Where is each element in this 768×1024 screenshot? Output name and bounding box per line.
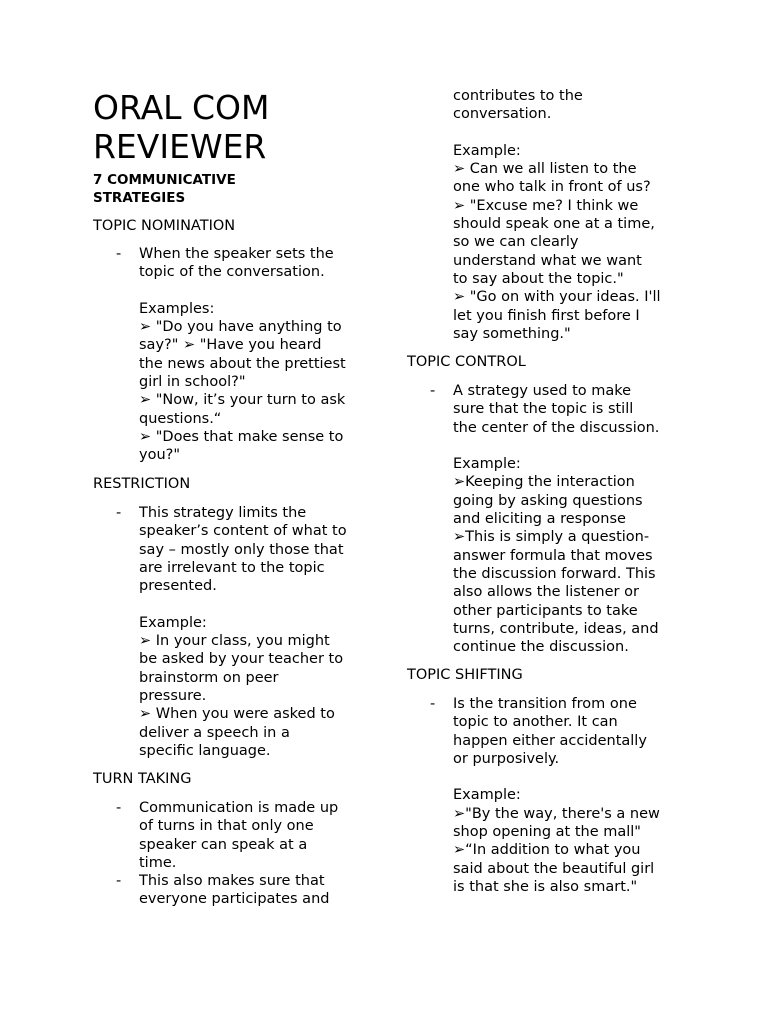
text-line: Example:: [139, 614, 207, 631]
bullet-dash: -: [430, 383, 436, 399]
text-line: of turns in that only one: [139, 818, 314, 835]
text-line: be asked by your teacher to: [139, 651, 344, 668]
text-line: continue the discussion.: [453, 639, 629, 656]
turn-taking-item: [139, 872, 371, 909]
text-line: ➢ "Excuse me? I think we: [453, 197, 639, 214]
text-line: topic to another. It can: [453, 714, 618, 731]
turn-taking-item: [139, 799, 371, 872]
text-line: Example:: [453, 787, 521, 804]
text-line: say?" ➢ "Have you heard: [139, 337, 322, 354]
text-line: girl in school?": [139, 374, 246, 391]
text-line: turns, contribute, ideas, and: [453, 620, 659, 637]
text-line: say something.": [453, 325, 571, 342]
bullet-dash: -: [430, 696, 436, 712]
heading-restriction: RESTRICTION: [93, 476, 191, 492]
text-line: ➢ Can we all listen to the: [453, 161, 637, 178]
text-line: ➢ "Does that make sense to: [139, 428, 344, 445]
text-line: answer formula that moves: [453, 547, 653, 564]
title-line: REVIEWER: [93, 127, 267, 166]
turn-taking-continued: [453, 87, 685, 343]
blank-line: [139, 595, 371, 613]
heading-topic-nomination: TOPIC NOMINATION: [93, 218, 236, 234]
text-line: ➢ "Now, it’s your turn to ask: [139, 392, 346, 409]
text-line: the discussion forward. This: [453, 565, 656, 582]
text-line: Examples:: [139, 300, 215, 317]
text-line: should speak one at a time,: [453, 216, 655, 233]
text-line: everyone participates and: [139, 891, 330, 908]
title-line: ORAL COM: [93, 88, 270, 127]
text-line: time.: [139, 854, 177, 871]
text-line: ➢ In your class, you might: [139, 633, 330, 650]
text-line: speaker’s content of what to: [139, 523, 347, 540]
text-line: ➢ "Do you have anything to: [139, 319, 342, 336]
text-line: ➢ "Go on with your ideas. I'll: [453, 289, 661, 306]
text-line: questions.“: [139, 410, 222, 427]
text-line: are irrelevant to the topic: [139, 559, 325, 576]
topic-shifting-item: [453, 695, 685, 896]
text-line: conversation.: [453, 106, 552, 123]
text-line: Example:: [453, 142, 521, 159]
text-line: brainstorm on peer: [139, 669, 279, 686]
text-line: When the speaker sets the: [139, 246, 334, 262]
topic-control-item: [453, 382, 685, 656]
text-line: shop opening at the mall": [453, 824, 641, 841]
subtitle-line: 7 COMMUNICATIVE: [93, 172, 236, 188]
text-line: ➢“In addition to what you: [453, 842, 641, 859]
text-line: to say about the topic.": [453, 270, 624, 287]
text-line: Example:: [453, 456, 521, 473]
text-line: speaker can speak at a: [139, 836, 308, 853]
text-line: deliver a speech in a: [139, 724, 290, 741]
text-line: ➢Keeping the interaction: [453, 474, 635, 491]
blank-line: [139, 282, 371, 300]
text-line: This strategy limits the: [139, 505, 307, 521]
text-line: or purposively.: [453, 750, 560, 767]
restriction-item: [139, 504, 371, 760]
text-line: said about the beautiful girl: [453, 860, 655, 877]
text-line: the center of the discussion.: [453, 419, 660, 436]
text-line: the news about the prettiest: [139, 355, 346, 372]
text-line: Communication is made up: [139, 800, 339, 816]
text-line: and eliciting a response: [453, 511, 626, 528]
text-line: say – mostly only those that: [139, 541, 344, 558]
text-line: presented.: [139, 578, 217, 595]
text-line: sure that the topic is still: [453, 401, 634, 418]
text-line: A strategy used to make: [453, 383, 632, 399]
heading-topic-shifting: TOPIC SHIFTING: [407, 667, 523, 683]
blank-line: [453, 124, 685, 142]
text-line: topic of the conversation.: [139, 264, 325, 281]
text-line: ➢This is simply a question-: [453, 529, 650, 546]
page-title: [93, 88, 270, 166]
text-line: is that she is also smart.": [453, 878, 638, 895]
text-line: happen either accidentally: [453, 732, 647, 749]
text-line: Is the transition from one: [453, 696, 637, 712]
text-line: This also makes sure that: [139, 873, 325, 889]
blank-line: [453, 768, 685, 786]
blank-line: [453, 437, 685, 455]
text-line: going by asking questions: [453, 492, 643, 509]
text-line: you?": [139, 447, 181, 464]
text-line: one who talk in front of us?: [453, 179, 651, 196]
text-line: ➢ When you were asked to: [139, 706, 335, 723]
text-line: other participants to take: [453, 602, 638, 619]
bullet-dash: -: [116, 800, 122, 816]
bullet-dash: -: [116, 873, 122, 889]
text-line: so we can clearly: [453, 234, 579, 251]
heading-topic-control: TOPIC CONTROL: [407, 354, 526, 370]
heading-turn-taking: TURN TAKING: [93, 771, 192, 787]
bullet-dash: -: [116, 246, 122, 262]
topic-nomination-item: [139, 245, 371, 465]
text-line: also allows the listener or: [453, 584, 639, 601]
text-line: understand what we want: [453, 252, 642, 269]
text-line: contributes to the: [453, 88, 583, 104]
text-line: ➢"By the way, there's a new: [453, 805, 660, 822]
text-line: specific language.: [139, 742, 271, 759]
text-line: let you finish first before I: [453, 307, 640, 324]
bullet-dash: -: [116, 505, 122, 521]
section-subtitle: [93, 171, 293, 207]
text-line: pressure.: [139, 687, 207, 704]
subtitle-line: STRATEGIES: [93, 190, 186, 206]
